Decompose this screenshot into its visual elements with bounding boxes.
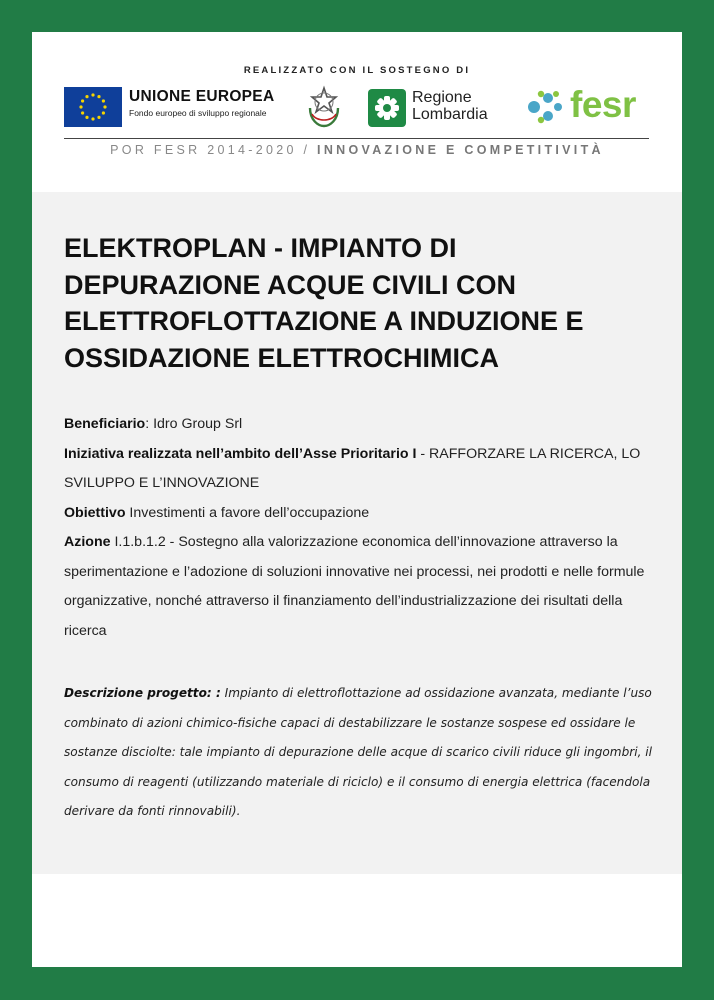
project-title: ELEKTROPLAN - IMPIANTO DI DEPURAZIONE ACQUE CIVILI CON ELETTROFLOTTAZIONE A INDUZIONE E OSSIDAZIONE ELETTROCHIMICA	[64, 233, 584, 373]
italian-republic-emblem-icon	[304, 84, 344, 130]
project-panel	[32, 192, 682, 874]
beneficiario-value: : Idro Group Srl	[145, 416, 243, 432]
azione-value: I.1.b.1.2 - Sostegno alla valorizzazione economica dell’innovazione attraverso la sperimentazione e l’adozione di soluzioni innovative nei processi, nei prodotti e nelle formule organizzative, nonché attraverso il finanziamento dell’industrializzazione dei risultati della ricerca	[64, 534, 645, 639]
beneficiario-label: Beneficiario	[64, 416, 146, 432]
obiettivo-value: Investimenti a favore dell’occupazione	[125, 504, 370, 521]
eu-flag-icon	[64, 87, 122, 127]
obiettivo-label: Obiettivo	[64, 504, 126, 521]
iniziativa-row	[64, 440, 664, 499]
iniziativa-value: - RAFFORZARE LA RICERCA, LO SVILUPPO E L’INNOVAZIONE	[64, 445, 641, 491]
obiettivo-row	[64, 499, 664, 529]
azione-label: Azione	[64, 534, 111, 550]
funding-header	[32, 32, 682, 192]
regione-line: Regione	[412, 89, 472, 106]
eu-logo-title: UNIONE EUROPEA	[129, 88, 275, 105]
iniziativa-label: Iniziativa realizzata nell’ambito dell’Asse Prioritario I	[64, 445, 417, 462]
descrizione-label: Descrizione progetto: :	[64, 686, 221, 700]
regione-lombardia-logo-icon	[368, 89, 406, 127]
beneficiario-row	[64, 410, 664, 440]
eu-logo-subtitle: Fondo europeo di sviluppo regionale	[129, 108, 267, 118]
program-suffix: INNOVAZIONE E COMPETITIVITÀ	[317, 143, 604, 157]
lombardia-line: Lombardia	[412, 106, 488, 123]
logos-row	[32, 84, 682, 132]
fesr-logo-icon	[522, 86, 564, 128]
program-prefix: POR FESR 2014-2020 /	[110, 143, 311, 157]
descrizione-paragraph	[64, 679, 664, 827]
sponsor-text: REALIZZATO CON IL SOSTEGNO DI	[243, 65, 471, 76]
fesr-logo-text: fesr	[570, 84, 636, 125]
program-line	[32, 143, 682, 157]
project-info	[64, 410, 664, 646]
poster-page	[32, 32, 682, 967]
descrizione-value: Impianto di elettroflottazione ad ossidazione avanzata, mediante l’uso combinato di azioni chimico-fisiche capaci di destabilizzare le sostanze sospese ed ossidare le sostanze disciolte: tale impianto di depurazione delle acque di scarico civili riduce gli ingombri, il consumo di reagenti (utilizzando materiale di riciclo) e il consumo di energia elettrica (facendola derivare da fonti rinnovabili).	[64, 686, 652, 818]
regione-lombardia-text	[412, 89, 488, 123]
header-divider	[64, 138, 649, 139]
azione-row	[64, 528, 664, 646]
